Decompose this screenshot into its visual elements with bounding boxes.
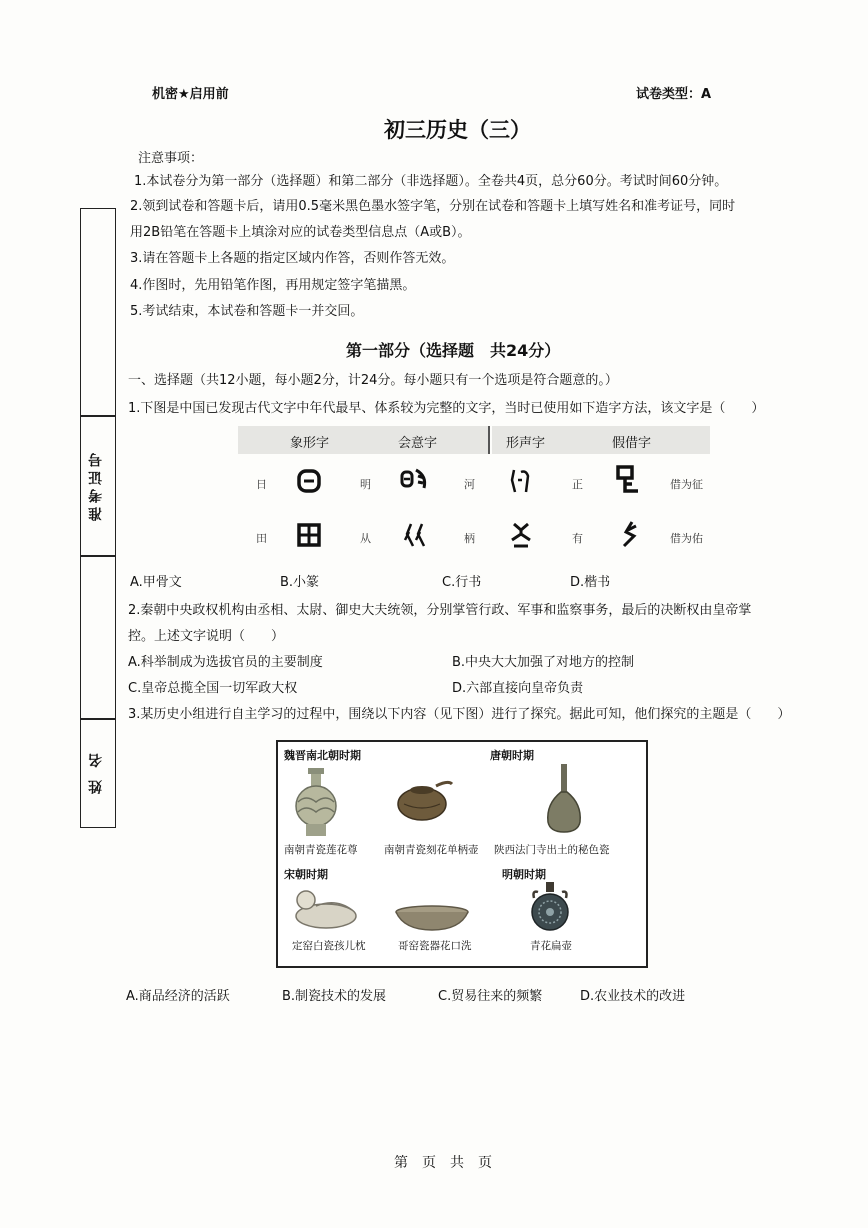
divider — [488, 426, 490, 454]
note-item: 5.考试结束，本试卷和答题卡一并交回。 — [130, 304, 364, 319]
period-label: 宋朝时期 — [284, 868, 328, 881]
q2-stem: 2.秦朝中央政权机构由丞相、太尉、御史大夫统领，分别掌管行政、军事和监察事务，最后的决断权由皇帝掌 — [128, 603, 752, 618]
table-header: 象形字 — [290, 436, 330, 451]
table-cell: 田 — [256, 532, 267, 545]
period-label: 唐朝时期 — [490, 749, 534, 762]
flower-washer-icon — [394, 904, 470, 934]
artifact-caption: 定窑白瓷孩儿枕 — [292, 940, 366, 952]
table-cell: 日 — [256, 478, 267, 491]
artifact-caption: 哥窑瓷器花口洗 — [398, 940, 472, 952]
note-item: 3.请在答题卡上各题的指定区域内作答，否则作答无效。 — [130, 251, 455, 266]
table-cell: 借为征 — [670, 478, 703, 491]
q3-option-d: D.农业技术的改进 — [580, 989, 686, 1004]
table-header: 会意字 — [398, 436, 438, 451]
paper-type: 试卷类型：A — [636, 87, 712, 102]
table-cell: 有 — [572, 532, 583, 545]
oracle-glyph-bright-icon — [400, 466, 430, 494]
oracle-glyph-handle-icon — [506, 518, 536, 550]
table-header: 假借字 — [612, 436, 652, 451]
oracle-glyph-sun-icon — [296, 468, 322, 494]
table-header: 形声字 — [506, 436, 546, 451]
q2-stem: 控。上述文字说明（ ） — [128, 629, 285, 644]
divider — [80, 718, 116, 720]
table-cell: 正 — [572, 478, 583, 491]
q3-option-b: B.制瓷技术的发展 — [282, 989, 387, 1004]
oracle-glyph-have-icon — [616, 518, 642, 550]
oracle-glyph-zheng-icon — [614, 464, 644, 496]
q1-option-a: A.甲骨文 — [130, 575, 182, 590]
notes-heading: 注意事项： — [138, 151, 204, 166]
artifact-caption: 南朝青瓷莲花尊 — [284, 844, 358, 856]
table-cell: 借为佑 — [670, 532, 703, 545]
note-item: 4.作图时，先用铅笔作图，再用规定签字笔描黑。 — [130, 278, 416, 293]
q1-option-b: B.小篆 — [280, 575, 320, 590]
q2-option-c: C.皇帝总揽全国一切军政大权 — [128, 681, 298, 696]
divider — [80, 555, 116, 557]
oracle-glyph-field-icon — [296, 522, 322, 548]
period-label: 魏晋南北朝时期 — [284, 749, 361, 762]
q3-stem: 3.某历史小组进行自主学习的过程中，围绕以下内容（见下图）进行了探究。据此可知，他们探究的主题是（ ） — [128, 707, 791, 722]
carved-pot-icon — [394, 778, 454, 824]
divider — [80, 415, 116, 417]
flat-flask-icon — [528, 880, 572, 936]
oracle-glyph-follow-icon — [402, 520, 430, 550]
lotus-zun-icon — [292, 766, 340, 838]
note-item: 1.本试卷分为第一部分（选择题）和第二部分（非选择题）。全卷共4页，总分60分。考试时间60分钟。 — [134, 174, 728, 189]
period-label: 明朝时期 — [502, 868, 546, 881]
page-footer: 第 页 共 页 — [394, 1155, 492, 1171]
note-item: 用2B铅笔在答题卡上填涂对应的试卷类型信息点（A或B）。 — [130, 225, 471, 240]
child-pillow-icon — [290, 884, 360, 932]
q1-option-c: C.行书 — [442, 575, 482, 590]
artifact-caption: 青花扁壶 — [530, 940, 572, 952]
mise-vase-icon — [542, 762, 586, 834]
exam-number-label: 准考证号 — [88, 449, 104, 521]
q2-option-d: D.六部直接向皇帝负责 — [452, 681, 584, 696]
q3-option-a: A.商品经济的活跃 — [126, 989, 230, 1004]
note-item: 2.领到试卷和答题卡后，请用0.5毫米黑色墨水签字笔，分别在试卷和答题卡上填写姓名和准考证号，同时 — [130, 199, 736, 214]
table-cell: 柄 — [464, 532, 475, 545]
confidential-mark: 机密★启用前 — [152, 87, 229, 102]
artifact-caption: 南朝青瓷刻花单柄壶 — [384, 844, 479, 856]
table-header-band — [238, 426, 488, 454]
q3-option-c: C.贸易往来的频繁 — [438, 989, 543, 1004]
table-cell: 明 — [360, 478, 371, 491]
table-cell: 从 — [360, 532, 371, 545]
section-heading: 一、选择题（共12小题，每小题2分，计24分。每小题只有一个选项是符合题意的。） — [128, 373, 618, 388]
q2-option-b: B.中央大大加强了对地方的控制 — [452, 655, 635, 670]
artifact-caption: 陕西法门寺出土的秘色瓷 — [494, 844, 610, 856]
part1-heading: 第一部分（选择题 共24分） — [346, 341, 561, 360]
name-label: 姓 名 — [88, 749, 104, 795]
q2-option-a: A.科举制成为选拔官员的主要制度 — [128, 655, 323, 670]
oracle-glyph-river-icon — [508, 466, 534, 496]
q1-option-d: D.楷书 — [570, 575, 611, 590]
page-title: 初三历史（三） — [384, 118, 531, 142]
porcelain-figure — [276, 740, 648, 968]
table-cell: 河 — [464, 478, 475, 491]
q1-stem: 1.下图是中国已发现古代文字中年代最早、体系较为完整的文字，当时已使用如下造字方法，该文字是（ ） — [128, 401, 765, 416]
